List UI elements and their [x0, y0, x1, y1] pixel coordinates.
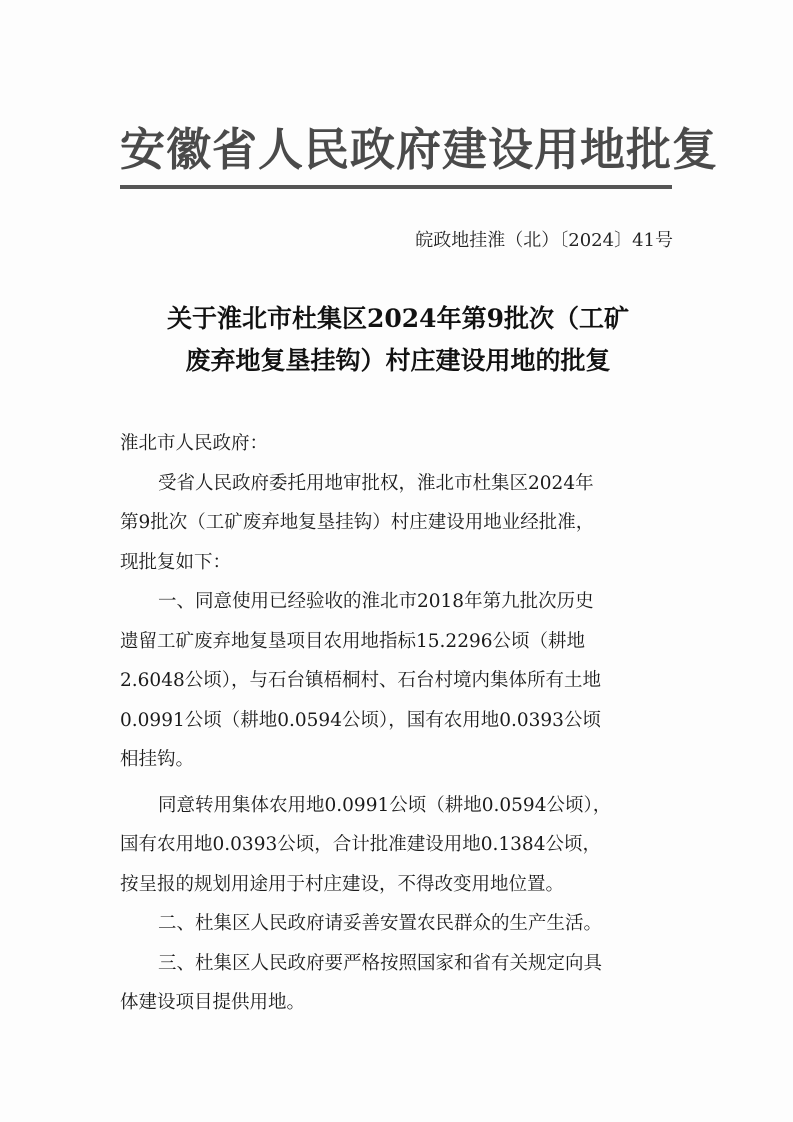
- paragraph-line: 一、同意使用已经验收的淮北市2018年第九批次历史: [158, 591, 594, 612]
- paragraph-item-two: [120, 904, 676, 944]
- paragraph-item-three: [120, 944, 676, 1023]
- document-title-line: 废弃地复垦挂钩）村庄建设用地的批复: [185, 346, 611, 375]
- paragraph-line: 按呈报的规划用途用于村庄建设，不得改变用地位置。: [120, 873, 565, 895]
- paragraph-line: 三、杜集区人民政府要严格按照国家和省有关规定向具: [158, 952, 603, 974]
- paragraph-line: 相挂钩。: [120, 749, 195, 770]
- document-title: [118, 298, 678, 382]
- paragraph-line: 同意转用集体农用地0.0991公顷（耕地0.0594公顷），: [158, 794, 612, 816]
- salutation: 淮北市人民政府：: [120, 433, 269, 454]
- paragraph-line: 2.6048公顷），与石台镇梧桐村、石台村境内集体所有土地: [120, 670, 601, 691]
- document-number: 皖政地挂淮（北）〔2024〕41号: [415, 230, 673, 251]
- paragraph-line: 国有农用地0.0393公顷，合计批准建设用地0.1384公顷，: [120, 834, 601, 855]
- paragraph-line: 第9批次（工矿废弃地复垦挂钩）村庄建设用地业经批准，: [120, 512, 595, 533]
- paragraph-intro: [120, 464, 676, 583]
- paragraph-line: 体建设项目提供用地。: [120, 992, 306, 1013]
- document-body: [120, 424, 676, 1023]
- header-divider: [120, 185, 672, 189]
- paragraph-conversion: [120, 786, 676, 905]
- document-title-line: 关于淮北市杜集区2024年第9批次（工矿: [167, 304, 629, 333]
- paragraph-line: 二、杜集区人民政府请妥善安置农民群众的生产生活。: [158, 913, 603, 934]
- paragraph-line: 遗留工矿废弃地复垦项目农用地指标15.2296公顷（耕地: [120, 630, 586, 652]
- paragraph-item-one: [120, 582, 676, 780]
- header-title: 安徽省人民政府建设用地批复: [120, 123, 719, 176]
- paragraph-line: 受省人民政府委托用地审批权，淮北市杜集区2024年: [158, 472, 594, 494]
- paragraph-line: 0.0991公顷（耕地0.0594公顷），国有农用地0.0393公顷: [120, 709, 601, 731]
- paragraph-line: 现批复如下：: [120, 551, 232, 573]
